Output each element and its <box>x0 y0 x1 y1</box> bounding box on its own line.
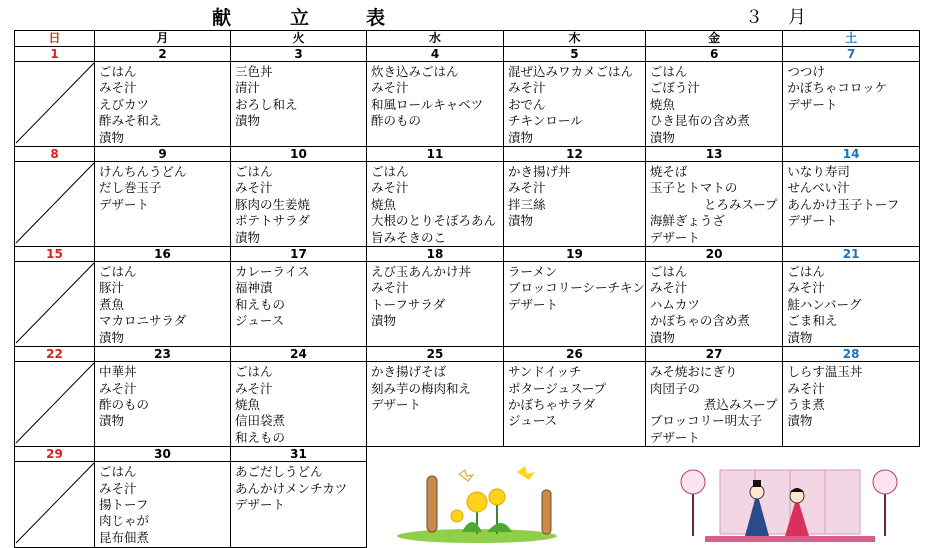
menu-item: 海鮮ぎょうざ <box>649 213 725 229</box>
menu-item: みそ汁 <box>371 280 409 296</box>
menu-item: サンドイッチ <box>508 364 582 380</box>
sunday-slash-cell <box>15 62 95 147</box>
menu-item: 漬物 <box>787 413 813 429</box>
menu-item: みそ汁 <box>371 80 409 96</box>
diagonal-slash-icon <box>15 262 95 344</box>
menu-item: おでん <box>508 96 546 112</box>
date-number: 15 <box>15 247 95 262</box>
menu-items <box>783 62 919 113</box>
menu-cell-thu <box>504 162 646 247</box>
menu-items <box>783 162 919 230</box>
menu-item: トーフサラダ <box>371 296 446 312</box>
menu-cell-fri <box>645 62 783 147</box>
date-row <box>15 347 920 362</box>
menu-item: おろし和え <box>235 96 298 112</box>
date-number: 12 <box>504 147 646 162</box>
menu-item: 福神漬 <box>235 280 273 296</box>
menu-item: 漬物 <box>235 229 261 245</box>
menu-item: 肉じゃが <box>99 513 150 529</box>
date-number: 17 <box>231 247 367 262</box>
menu-items <box>504 162 645 230</box>
menu-item: 漬物 <box>649 129 675 145</box>
menu-item: 煮込みスープ <box>703 396 778 412</box>
menu-cell-thu <box>504 262 646 347</box>
weekday-sat: 土 <box>783 31 920 47</box>
menu-items <box>504 262 645 313</box>
menu-item: 中華丼 <box>99 364 137 380</box>
menu-cell-sat <box>783 62 920 147</box>
weekday-fri: 金 <box>645 31 783 47</box>
menu-item: みそ汁 <box>508 180 546 196</box>
menu-cell-wed <box>367 262 504 347</box>
month-unit: 月 <box>788 7 806 28</box>
menu-item: 肉団子の <box>649 380 700 396</box>
date-number: 3 <box>231 47 367 62</box>
menu-item: ごはん <box>649 264 688 280</box>
menu-item: 漬物 <box>508 129 534 145</box>
menu-item: 混ぜ込みワカメごはん <box>508 64 634 79</box>
date-number: 28 <box>783 347 920 362</box>
menu-item: 漬物 <box>99 129 125 145</box>
header <box>0 0 930 30</box>
menu-item: 漬物 <box>649 329 675 345</box>
menu-items <box>646 362 783 446</box>
menu-item: えび玉あんかけ丼 <box>371 264 472 280</box>
weekday-thu: 木 <box>504 31 646 47</box>
sunday-slash-cell <box>15 162 95 247</box>
menu-cell-sat <box>783 262 920 347</box>
date-number: 2 <box>95 47 231 62</box>
weekday-header-row <box>15 31 920 47</box>
menu-cell-tue <box>231 362 367 447</box>
menu-item: ジュース <box>235 313 285 329</box>
menu-item: 和風ロールキャベツ <box>371 96 484 112</box>
menu-items <box>504 362 645 430</box>
menu-item: デザート <box>508 296 559 312</box>
menu-cell-sat <box>783 162 920 247</box>
menu-item: ごはん <box>99 464 137 480</box>
menu-calendar <box>14 30 920 548</box>
menu-item: 信田袋煮 <box>235 413 286 429</box>
menu-items <box>367 162 503 246</box>
menu-row <box>15 262 920 347</box>
menu-item: みそ汁 <box>649 280 688 296</box>
menu-item: 旨みそきのこ <box>371 229 447 245</box>
menu-cell-thu <box>504 362 646 447</box>
spring-flowers-illustration <box>367 462 646 548</box>
date-number: 14 <box>783 147 920 162</box>
menu-cell-fri <box>645 262 783 347</box>
menu-item: ごはん <box>649 64 688 79</box>
menu-item: デザート <box>99 196 150 212</box>
menu-item: 漬物 <box>371 313 397 329</box>
page-title-char-3: 表 <box>366 7 386 29</box>
menu-item: うま煮 <box>787 396 825 412</box>
menu-item: あんかけ玉子トーフ <box>787 196 900 212</box>
menu-item: せんべい汁 <box>787 180 850 196</box>
menu-cell-wed <box>367 162 504 247</box>
date-number: 1 <box>15 47 95 62</box>
menu-item: みそ汁 <box>235 180 273 196</box>
weekday-mon: 月 <box>95 31 231 47</box>
empty-cell <box>367 447 504 462</box>
menu-item: 焼魚 <box>371 196 397 212</box>
menu-item: ジュース <box>508 413 558 429</box>
menu-item: つつけ <box>787 64 825 79</box>
menu-item: ブロッコリーシーチキン <box>508 280 645 296</box>
menu-items <box>646 262 783 346</box>
menu-cell-wed <box>367 362 504 447</box>
date-number: 30 <box>95 447 231 462</box>
menu-item: ごはん <box>99 264 137 280</box>
menu-cell-mon <box>95 162 231 247</box>
menu-item: チキンロール <box>508 113 583 129</box>
date-number: 5 <box>504 47 646 62</box>
menu-item: 三色丼 <box>235 64 273 79</box>
menu-items <box>646 162 783 246</box>
sunday-slash-cell <box>15 462 95 548</box>
menu-cell-fri <box>645 362 783 447</box>
diagonal-slash-icon <box>15 62 95 144</box>
diagonal-slash-icon <box>15 162 95 244</box>
menu-item: みそ汁 <box>787 380 825 396</box>
menu-item: みそ汁 <box>99 80 137 96</box>
menu-item: かぼちゃの含め煮 <box>649 313 750 329</box>
date-number: 11 <box>367 147 504 162</box>
menu-cell-thu <box>504 62 646 147</box>
menu-item: かき揚げ丼 <box>508 164 571 180</box>
menu-item: みそ汁 <box>787 280 825 296</box>
hina-dolls-illustration <box>645 462 919 548</box>
empty-cell <box>645 447 783 462</box>
menu-item: 酢のもの <box>99 396 150 412</box>
menu-item: 和えもの <box>235 296 286 312</box>
menu-item: ポタージュスープ <box>508 380 607 396</box>
menu-items <box>231 62 366 130</box>
menu-item: ごはん <box>787 264 825 280</box>
menu-item: ごぼう汁 <box>649 80 700 96</box>
menu-item: みそ汁 <box>99 480 137 496</box>
menu-item: 豚肉の生姜焼 <box>235 196 311 212</box>
menu-row <box>15 462 920 548</box>
menu-item: 酢のもの <box>371 113 422 129</box>
menu-items <box>367 62 503 130</box>
menu-item: 焼そば <box>649 164 688 180</box>
menu-cell-fri <box>645 162 783 247</box>
menu-item: カレーライス <box>235 264 310 280</box>
menu-item: 炊き込みごはん <box>371 64 459 79</box>
menu-item: デザート <box>787 213 838 229</box>
menu-item: 和えもの <box>235 429 286 445</box>
menu-items <box>95 162 230 213</box>
menu-item: ごはん <box>235 164 273 180</box>
menu-cell-tue <box>231 462 367 548</box>
date-number: 31 <box>231 447 367 462</box>
menu-item: 大根のとりそぼろあん <box>371 213 497 229</box>
menu-item: みそ汁 <box>508 80 546 96</box>
menu-row <box>15 162 920 247</box>
date-number: 19 <box>504 247 646 262</box>
menu-item: 漬物 <box>787 329 813 345</box>
menu-item: みそ汁 <box>371 180 409 196</box>
menu-item: 刻み芋の梅肉和え <box>371 380 472 396</box>
menu-cell-tue <box>231 262 367 347</box>
menu-cell-mon <box>95 62 231 147</box>
date-number: 16 <box>95 247 231 262</box>
menu-row <box>15 62 920 147</box>
menu-item: かぼちゃサラダ <box>508 396 596 412</box>
menu-item: ごはん <box>371 164 409 180</box>
menu-item: ごま和え <box>787 313 838 329</box>
menu-item: ブロッコリー明太子 <box>649 413 763 429</box>
menu-item: 漬物 <box>99 413 125 429</box>
date-number: 29 <box>15 447 95 462</box>
date-number: 26 <box>504 347 646 362</box>
menu-item: デザート <box>649 229 700 245</box>
diagonal-slash-icon <box>15 462 95 544</box>
date-number: 10 <box>231 147 367 162</box>
date-number: 25 <box>367 347 504 362</box>
menu-item: 漬物 <box>99 329 125 345</box>
menu-items <box>231 162 366 246</box>
empty-cell <box>504 447 646 462</box>
menu-item: 漬物 <box>508 213 534 229</box>
menu-item: ハムカツ <box>649 296 700 312</box>
date-number: 22 <box>15 347 95 362</box>
menu-cell-mon <box>95 462 231 548</box>
date-number: 9 <box>95 147 231 162</box>
menu-items <box>367 262 503 330</box>
menu-item: デザート <box>649 429 700 445</box>
date-number: 8 <box>15 147 95 162</box>
weekday-wed: 水 <box>367 31 504 47</box>
menu-cell-sat <box>783 362 920 447</box>
menu-item: 豚汁 <box>99 280 125 296</box>
menu-item: ごはん <box>99 64 137 79</box>
date-number: 13 <box>645 147 783 162</box>
menu-item: 揚トーフ <box>99 496 149 512</box>
menu-cell-tue <box>231 162 367 247</box>
menu-item: あんかけメンチカツ <box>235 480 348 496</box>
menu-items <box>95 462 230 546</box>
month-number: ３ <box>745 7 763 28</box>
menu-items <box>367 362 503 413</box>
date-number: 6 <box>645 47 783 62</box>
menu-items <box>231 262 366 330</box>
menu-item: デザート <box>235 496 286 512</box>
menu-item: ポテトサラダ <box>235 213 310 229</box>
menu-item: かき揚げそば <box>371 364 447 380</box>
menu-items <box>95 262 230 346</box>
menu-item: 焼魚 <box>235 396 261 412</box>
menu-cell-mon <box>95 262 231 347</box>
menu-items <box>231 462 366 513</box>
menu-cell-mon <box>95 362 231 447</box>
date-row <box>15 47 920 62</box>
date-number: 24 <box>231 347 367 362</box>
date-row <box>15 147 920 162</box>
menu-item: いなり寿司 <box>787 164 850 180</box>
menu-cell-tue <box>231 62 367 147</box>
menu-item: 拌三絲 <box>508 196 546 212</box>
menu-items <box>504 62 645 146</box>
menu-item: デザート <box>371 396 422 412</box>
date-number: 23 <box>95 347 231 362</box>
menu-item: 昆布佃煮 <box>99 529 150 545</box>
menu-item: 酢みそ和え <box>99 113 162 129</box>
date-number: 18 <box>367 247 504 262</box>
menu-item: ひき昆布の含め煮 <box>649 113 750 129</box>
menu-item: とろみスープ <box>703 196 778 212</box>
menu-item: みそ焼おにぎり <box>649 364 738 380</box>
date-number: 21 <box>783 247 920 262</box>
page-title-char-2: 立 <box>290 7 310 29</box>
menu-item: 焼魚 <box>649 96 675 112</box>
menu-item: 鮭ハンバーグ <box>787 296 862 312</box>
menu-item: みそ汁 <box>235 380 273 396</box>
menu-item: 玉子とトマトの <box>649 180 738 196</box>
menu-item: 清汁 <box>235 80 261 96</box>
menu-item: マカロニサラダ <box>99 313 187 329</box>
menu-cell-wed <box>367 62 504 147</box>
date-row <box>15 447 920 462</box>
menu-row <box>15 362 920 447</box>
diagonal-slash-icon <box>15 362 95 444</box>
sunday-slash-cell <box>15 362 95 447</box>
page-title-char-1: 献 <box>212 7 232 29</box>
empty-cell <box>783 447 920 462</box>
menu-item: だし巻玉子 <box>99 180 162 196</box>
menu-items <box>231 362 366 446</box>
menu-items <box>783 262 919 346</box>
menu-items <box>783 362 919 430</box>
date-number: 27 <box>645 347 783 362</box>
menu-item: デザート <box>787 96 838 112</box>
weekday-tue: 火 <box>231 31 367 47</box>
menu-item: 漬物 <box>235 113 261 129</box>
menu-item: みそ汁 <box>99 380 137 396</box>
menu-item: けんちんうどん <box>99 164 187 180</box>
menu-item: しらす温玉丼 <box>787 364 863 380</box>
date-row <box>15 247 920 262</box>
menu-item: ラーメン <box>508 264 558 280</box>
menu-item: かぼちゃコロッケ <box>787 80 888 96</box>
date-number: 20 <box>645 247 783 262</box>
menu-items <box>95 362 230 430</box>
menu-items <box>646 62 783 146</box>
date-number: 4 <box>367 47 504 62</box>
weekday-sun: 日 <box>15 31 95 47</box>
menu-item: あごだしうどん <box>235 464 323 480</box>
date-number: 7 <box>783 47 920 62</box>
menu-item: えびカツ <box>99 96 150 112</box>
sunday-slash-cell <box>15 262 95 347</box>
menu-item: ごはん <box>235 364 273 380</box>
menu-item: 煮魚 <box>99 296 125 312</box>
menu-items <box>95 62 230 146</box>
